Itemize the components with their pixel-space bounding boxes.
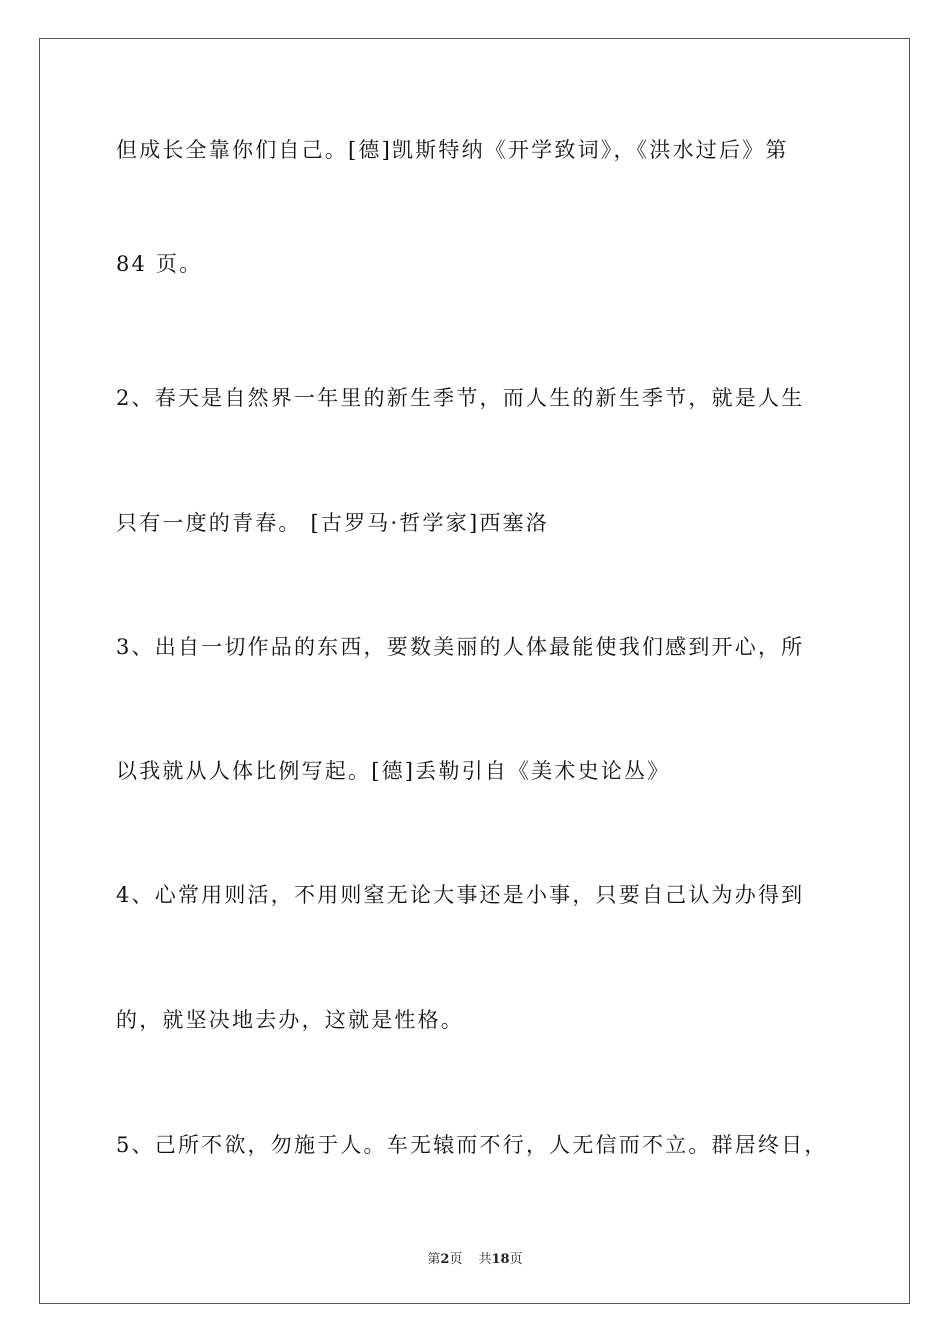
text-line-2: 84 页。	[116, 252, 203, 276]
footer-total-pages: 18	[491, 1252, 510, 1267]
text-line-4: 只有一度的青春。 [古罗马·哲学家]西塞洛	[116, 511, 549, 535]
footer-page-number: 2	[440, 1252, 450, 1267]
text-line-3: 2、春天是自然界一年里的新生季节，而人生的新生季节，就是人生	[116, 386, 805, 410]
text-line-7: 4、心常用则活，不用则窒无论大事还是小事，只要自己认为办得到	[116, 883, 805, 907]
text-line-5: 3、出自一切作品的东西，要数美丽的人体最能使我们感到开心，所	[116, 635, 805, 659]
text-line-9: 5、己所不欲，勿施于人。车无辕而不行，人无信而不立。群居终日，	[116, 1133, 828, 1157]
footer-page-suffix: 页	[449, 1252, 463, 1267]
text-line-8: 的，就坚决地去办，这就是性格。	[116, 1008, 464, 1032]
page-footer	[0, 1248, 950, 1267]
text-line-1: 但成长全靠你们自己。[德]凯斯特纳《开学致词》，《洪水过后》第	[116, 138, 789, 162]
text-line-6: 以我就从人体比例写起。[德]丢勒引自《美术史论丛》	[116, 759, 671, 783]
page-frame	[39, 38, 910, 1304]
footer-page-prefix: 第	[427, 1252, 441, 1267]
footer-total-prefix: 共	[478, 1252, 492, 1267]
footer-total-suffix: 页	[509, 1252, 523, 1267]
